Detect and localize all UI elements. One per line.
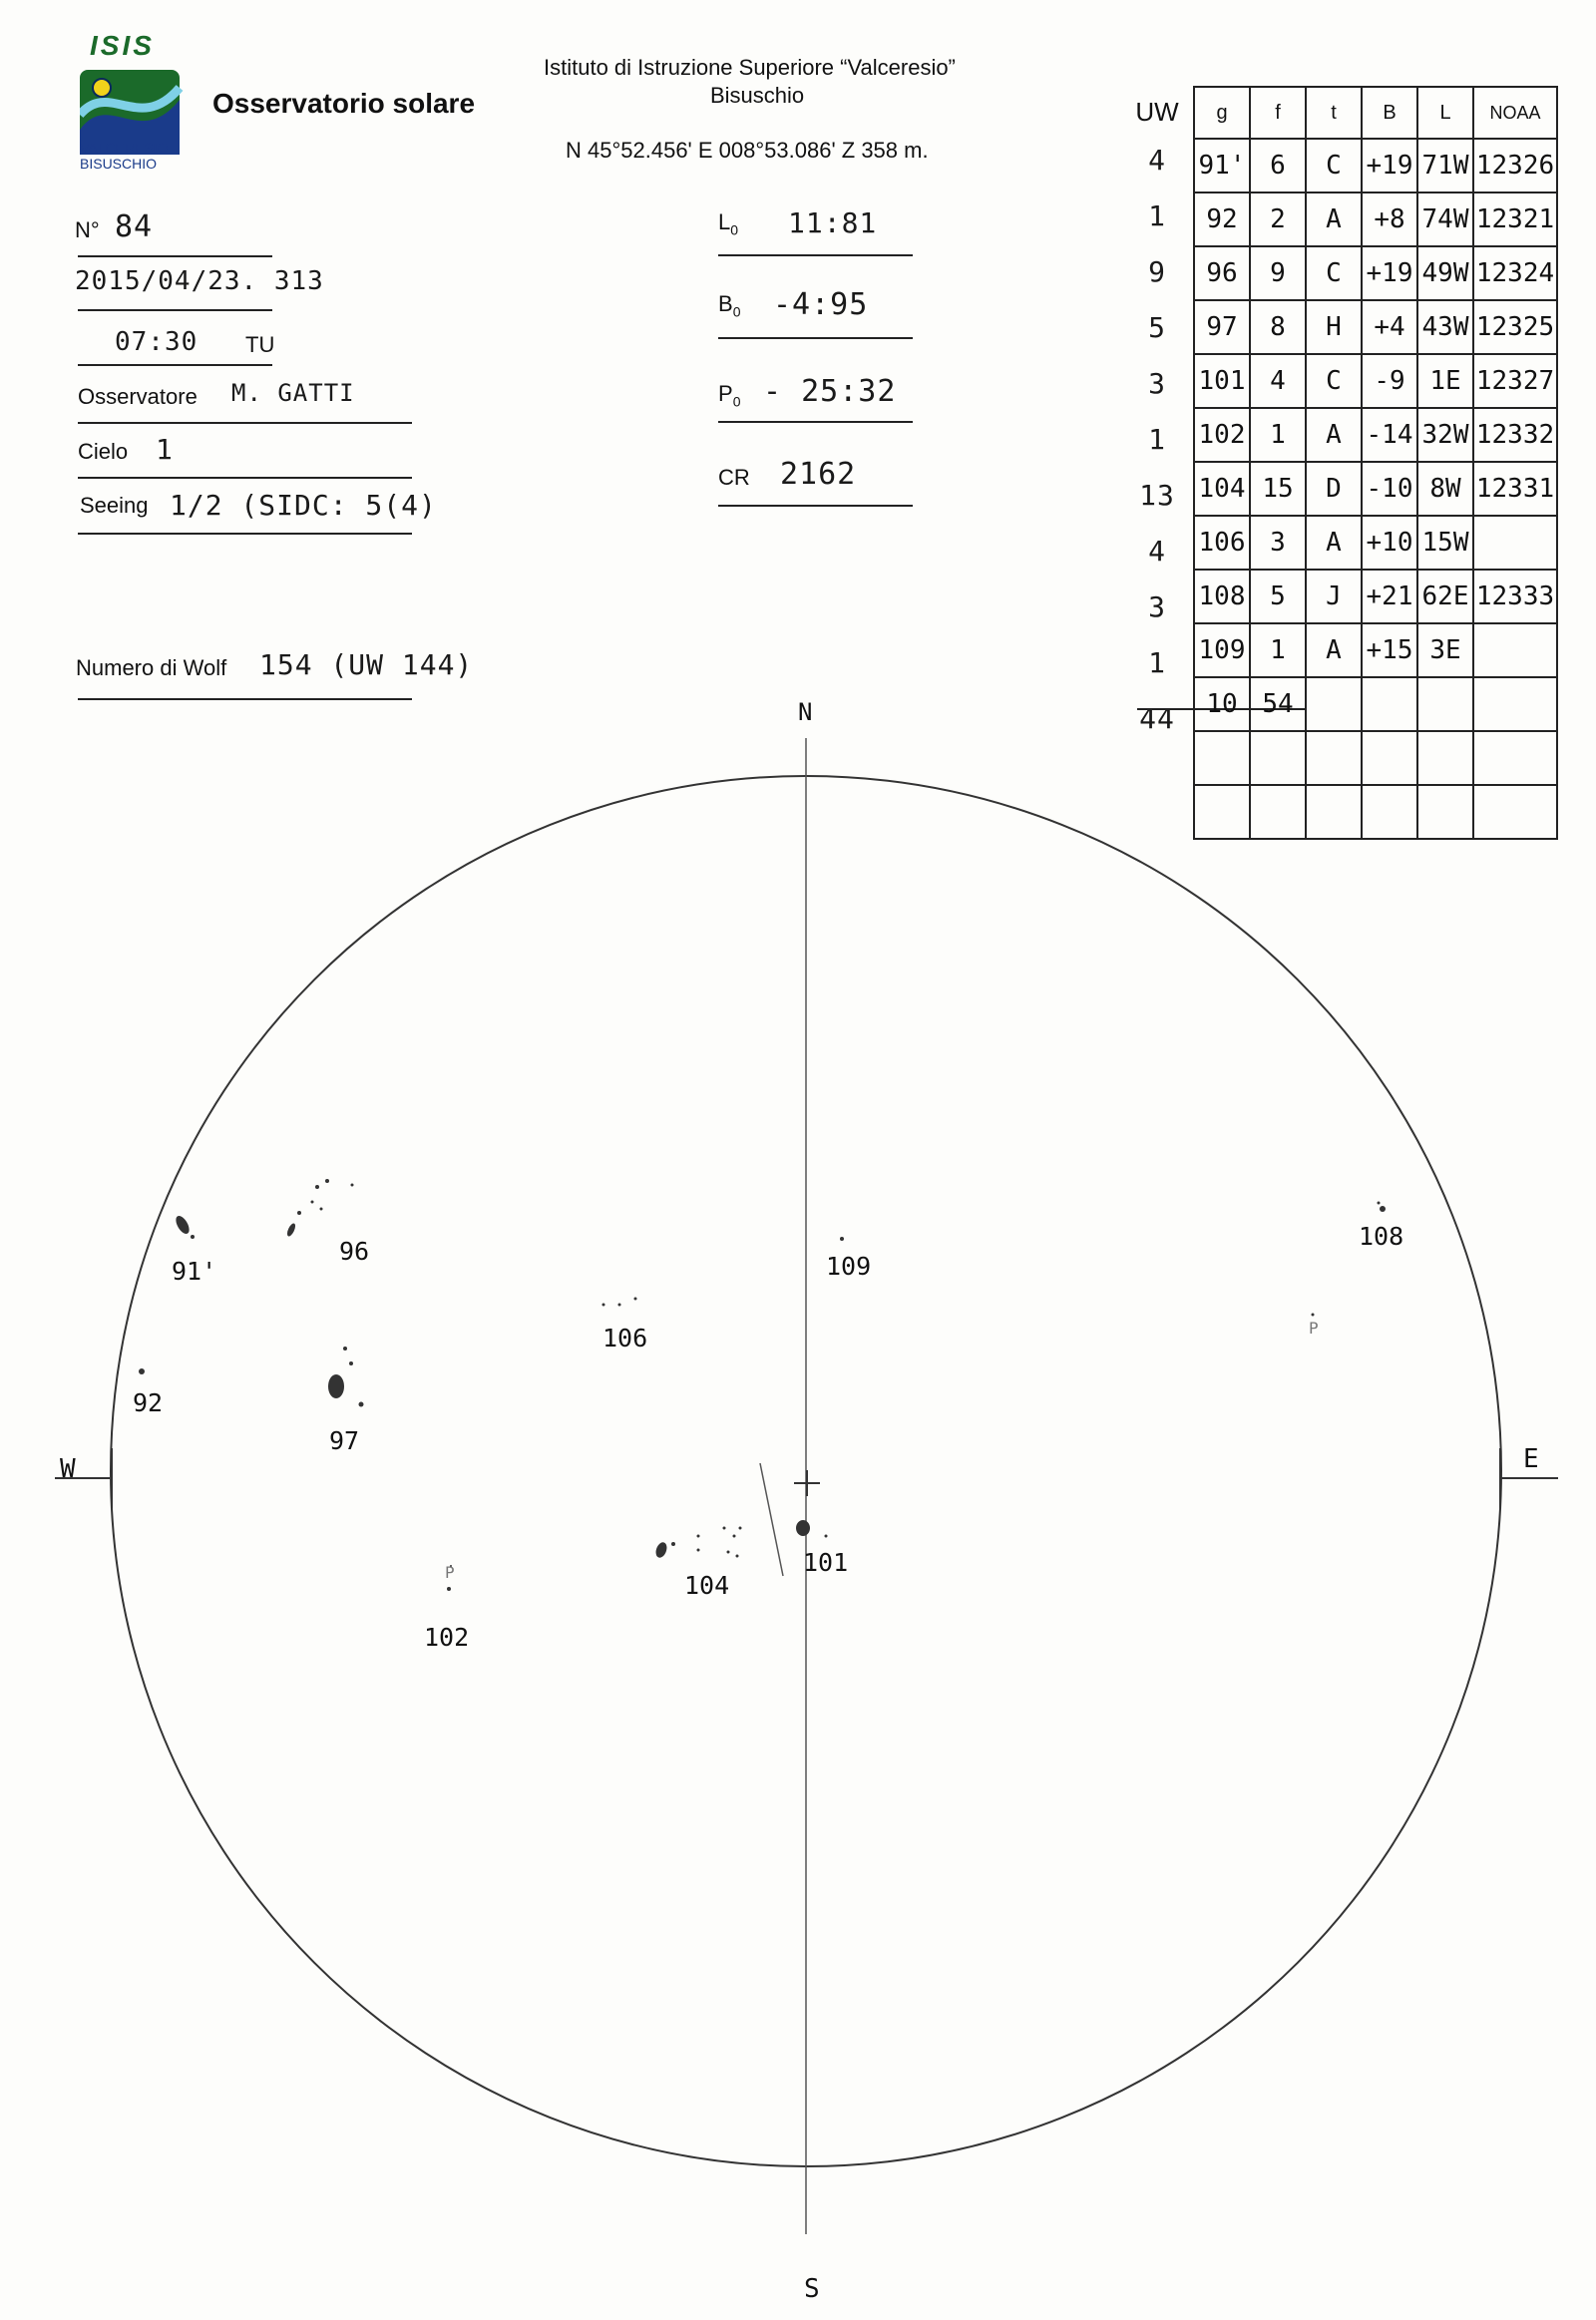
number-label: N° <box>75 217 100 242</box>
table-cell: 106 <box>1194 516 1250 570</box>
table-cell: 109 <box>1194 623 1250 677</box>
sunspot <box>191 1235 195 1239</box>
table-cell: 12333 <box>1473 570 1557 623</box>
table-cell: 12324 <box>1473 246 1557 300</box>
table-cell: 1 <box>1250 408 1306 462</box>
pore-label: P <box>445 1563 455 1582</box>
table-cell: +19 <box>1362 139 1417 193</box>
sunspot <box>315 1185 319 1189</box>
sky-value: 1 <box>156 433 174 466</box>
group-label-91: 91' <box>172 1257 217 1286</box>
sunspot <box>328 1374 344 1398</box>
table-header-f: f <box>1250 87 1306 139</box>
uw-value: 9 <box>1148 255 1166 288</box>
table-cell: -9 <box>1362 354 1417 408</box>
table-cell: +21 <box>1362 570 1417 623</box>
sunspot <box>671 1542 675 1546</box>
group-label-108: 108 <box>1359 1222 1404 1251</box>
sunspot <box>297 1211 301 1215</box>
table-cell: 1E <box>1417 354 1473 408</box>
table-header-b: B <box>1362 87 1417 139</box>
uw-value: 1 <box>1148 646 1166 679</box>
table-cell: 9 <box>1250 246 1306 300</box>
sunspot <box>447 1587 451 1591</box>
b0-value: -4:95 <box>773 287 869 322</box>
group-label-97: 97 <box>329 1426 360 1455</box>
west-label: W <box>60 1454 76 1484</box>
sunspot <box>320 1208 323 1211</box>
institute-name: Istituto di Istruzione Superiore “Valceresio” <box>544 55 956 80</box>
south-label: S <box>804 2274 820 2304</box>
group-104-divider <box>760 1463 783 1576</box>
table-header-noaa: NOAA <box>1473 87 1557 139</box>
table-cell: A <box>1306 623 1362 677</box>
table-cell: 74W <box>1417 193 1473 246</box>
table-cell: 8W <box>1417 462 1473 516</box>
carrington-rotation: 2162 <box>780 457 857 492</box>
table-cell: 12326 <box>1473 139 1557 193</box>
sunspot <box>311 1201 314 1204</box>
table-cell: +10 <box>1362 516 1417 570</box>
institute-town: Bisuschio <box>710 83 805 108</box>
sunspot <box>351 1184 354 1187</box>
table-cell: C <box>1306 246 1362 300</box>
table-cell: 108 <box>1194 570 1250 623</box>
observatory-coordinates: N 45°52.456' E 008°53.086' Z 358 m. <box>566 138 929 163</box>
seeing-value: 1/2 (SIDC: 5(4) <box>170 489 437 522</box>
table-cell: 43W <box>1417 300 1473 354</box>
table-cell: 97 <box>1194 300 1250 354</box>
table-cell: 15 <box>1250 462 1306 516</box>
sunspot <box>697 1535 700 1538</box>
group-label-106: 106 <box>602 1324 648 1353</box>
table-cell: +19 <box>1362 246 1417 300</box>
table-cell: 92 <box>1194 193 1250 246</box>
table-cell: 96 <box>1194 246 1250 300</box>
sunspot <box>697 1549 700 1552</box>
sunspot <box>139 1368 145 1374</box>
uw-value: 5 <box>1148 311 1166 344</box>
sunspot <box>1380 1206 1386 1212</box>
uw-value: 1 <box>1148 423 1166 456</box>
sunspot <box>634 1298 637 1301</box>
uw-value: 4 <box>1148 144 1166 177</box>
table-cell: 10 <box>1194 677 1250 731</box>
wolf-number-value: 154 (UW 144) <box>259 648 474 681</box>
sunspot <box>174 1214 193 1236</box>
table-header-t: t <box>1306 87 1362 139</box>
table-cell: 12331 <box>1473 462 1557 516</box>
sky-label: Cielo <box>78 439 129 464</box>
table-cell: 12327 <box>1473 354 1557 408</box>
table-cell: C <box>1306 354 1362 408</box>
table-cell: 12332 <box>1473 408 1557 462</box>
logo-caption-line2: BISUSCHIO <box>80 156 158 172</box>
table-cell: 3 <box>1250 516 1306 570</box>
table-cell: +8 <box>1362 193 1417 246</box>
group-label-96: 96 <box>339 1237 370 1266</box>
table-cell: 102 <box>1194 408 1250 462</box>
l0-value: 11:81 <box>788 206 878 239</box>
uw-value: 3 <box>1148 367 1166 400</box>
sunspot <box>349 1361 353 1365</box>
table-header-g: g <box>1194 87 1250 139</box>
uw-value: 44 <box>1139 702 1175 735</box>
b0-label: $B_0$ <box>718 291 741 320</box>
table-cell: -10 <box>1362 462 1417 516</box>
group-label-102: 102 <box>424 1623 470 1652</box>
cr-label: CR <box>718 465 750 490</box>
observer-label: Osservatore <box>78 384 198 409</box>
sunspot <box>736 1555 739 1558</box>
observation-time: 07:30 <box>115 327 199 357</box>
sunspot <box>1312 1314 1315 1317</box>
table-cell: 62E <box>1417 570 1473 623</box>
table-cell: 12325 <box>1473 300 1557 354</box>
sunspot <box>654 1541 669 1559</box>
observation-number: 84 <box>115 209 154 244</box>
table-cell: A <box>1306 193 1362 246</box>
table-cell: A <box>1306 408 1362 462</box>
sunspot <box>618 1304 621 1307</box>
table-cell: 5 <box>1250 570 1306 623</box>
pore-label: P <box>1309 1319 1319 1338</box>
sunspot <box>739 1527 742 1530</box>
time-unit: TU <box>245 332 275 357</box>
north-label: N <box>798 698 813 726</box>
table-cell: 12321 <box>1473 193 1557 246</box>
sunspot <box>825 1535 828 1538</box>
wolf-number-label: Numero di Wolf <box>76 655 227 680</box>
sunspot <box>733 1535 736 1538</box>
uw-value: 13 <box>1139 479 1175 512</box>
east-label: E <box>1523 1444 1539 1474</box>
table-cell: 49W <box>1417 246 1473 300</box>
table-cell: 104 <box>1194 462 1250 516</box>
table-cell: 91' <box>1194 139 1250 193</box>
table-cell: 101 <box>1194 354 1250 408</box>
uw-header: UW <box>1135 97 1179 127</box>
sunspot <box>723 1527 726 1530</box>
table-cell: 32W <box>1417 408 1473 462</box>
sunspots <box>139 1179 1386 1591</box>
l0-label: $L_0$ <box>718 209 739 238</box>
table-cell: H <box>1306 300 1362 354</box>
group-label-109: 109 <box>826 1252 872 1281</box>
table-cell: +4 <box>1362 300 1417 354</box>
logo-wordmark: ISIS <box>90 30 155 61</box>
table-cell: 3E <box>1417 623 1473 677</box>
table-cell: 4 <box>1250 354 1306 408</box>
table-cell: 1 <box>1250 623 1306 677</box>
table-cell: -14 <box>1362 408 1417 462</box>
table-cell: 54 <box>1250 677 1306 731</box>
table-cell: 71W <box>1417 139 1473 193</box>
observatory-title: Osservatorio solare <box>212 88 476 119</box>
observation-date: 2015/04/23. 313 <box>75 266 324 296</box>
sunspot <box>727 1551 730 1554</box>
logo-caption-line1: VALCERESIO <box>80 140 169 156</box>
group-label-104: 104 <box>684 1571 730 1600</box>
sunspot <box>359 1402 364 1407</box>
table-cell: 6 <box>1250 139 1306 193</box>
table-header-l: L <box>1417 87 1473 139</box>
uw-value: 4 <box>1148 535 1166 568</box>
p0-value: - 25:32 <box>763 374 897 409</box>
p0-label: $P_0$ <box>718 381 741 410</box>
group-label-101: 101 <box>803 1548 849 1577</box>
table-cell: 15W <box>1417 516 1473 570</box>
table-cell: +15 <box>1362 623 1417 677</box>
sunspot <box>1378 1202 1381 1205</box>
sunspot <box>840 1237 844 1241</box>
sunspot <box>602 1304 605 1307</box>
observer-name: M. GATTI <box>231 379 355 407</box>
table-cell: 2 <box>1250 193 1306 246</box>
sunspot <box>285 1222 296 1237</box>
table-cell: D <box>1306 462 1362 516</box>
sunspot <box>796 1520 810 1536</box>
table-cell: A <box>1306 516 1362 570</box>
group-label-92: 92 <box>133 1388 164 1417</box>
sunspot <box>343 1347 347 1351</box>
uw-value: 1 <box>1148 199 1166 232</box>
table-cell: J <box>1306 570 1362 623</box>
table-cell: 8 <box>1250 300 1306 354</box>
table-cell: C <box>1306 139 1362 193</box>
uw-value: 3 <box>1148 590 1166 623</box>
sunspot <box>325 1179 329 1183</box>
seeing-label: Seeing <box>80 493 149 518</box>
